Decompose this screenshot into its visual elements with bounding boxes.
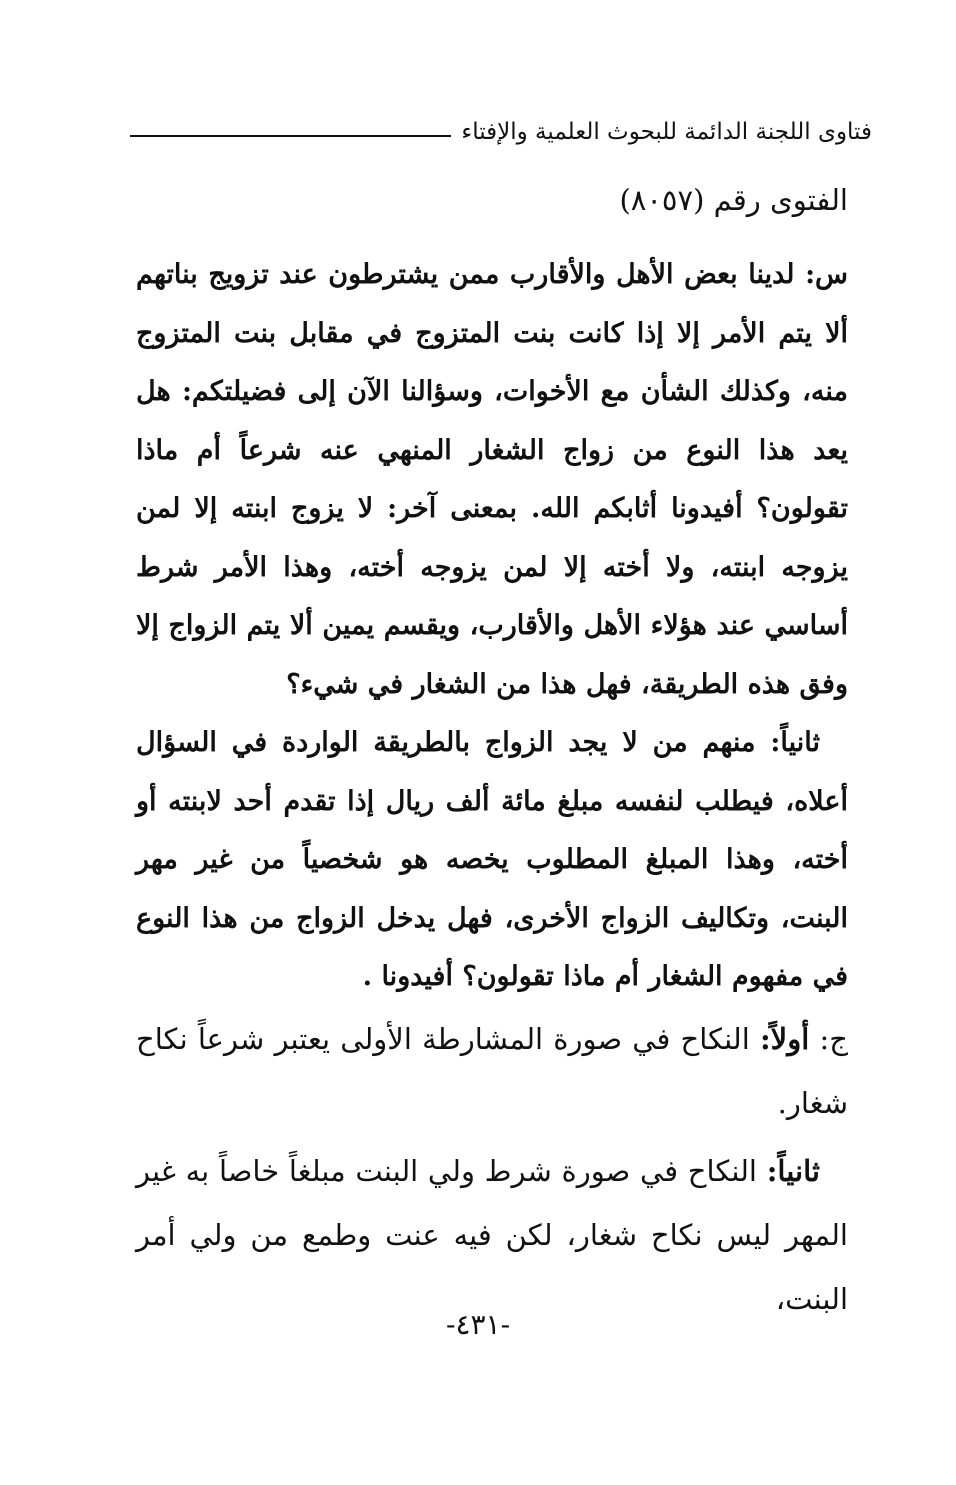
header-rule [130, 135, 451, 137]
answer-paragraph-2 [136, 1139, 848, 1331]
body-text [136, 246, 848, 1331]
question-paragraph-1: س: لدينا بعض الأهل والأقارب ممن يشترطون عند تزويج بناتهم ألا يتم الأمر إلا إذا كانت بنت المتزوج في مقابل بنت المتزوج منه، وكذلك الشأن مع الأخوات، وسؤالنا الآن إلى فضيلتكم: هل يعد هذا النوع من زواج الشغار المنهي عنه شرعاً أم ماذا تقولون؟ أفيدونا أثابكم الله. بمعنى آخر: لا يزوج ابنته إلا لمن يزوجه ابنته، ولا أخته إلا لمن يزوجه أخته، وهذا الأمر شرط أساسي عند هؤلاء الأهل والأقارب، ويقسم يمين ألا يتم الزواج إلا وفق هذه الطريقة، فهل هذا من الشغار في شيء؟ [136, 259, 848, 700]
answer-first-lead: أولاً: [759, 1021, 810, 1056]
fatwa-number: الفتوى رقم (٨٠٥٧) [619, 183, 848, 217]
question-paragraph-2: ثانياً: منهم من لا يجد الزواج بالطريقة الواردة في السؤال أعلاه، فيطلب لنفسه مبلغ مائة ألف ريال إذا تقدم أحد لابنته أو أخته، وهذا المبلغ المطلوب يخصه هو شخصياً من غير مهر البنت، وتكاليف الزواج الأخرى، فهل يدخل الزواج من هذا النوع في مفهوم الشغار أم ماذا تقولون؟ أفيدونا . [136, 727, 848, 992]
answer-prefix: ج: [809, 1021, 848, 1056]
answer-second-lead: ثانياً: [766, 1153, 820, 1188]
answer-first-text: النكاح في صورة المشارطة الأولى يعتبر شرعاً نكاح شغار. [136, 1021, 848, 1120]
header-title: فتاوى اللجنة الدائمة للبحوث العلمية والإفتاء [461, 119, 872, 145]
answer-paragraph-1 [136, 1007, 848, 1135]
running-header [130, 112, 872, 152]
page-number: -٤٣١- [445, 1308, 511, 1341]
answer-second-text: النكاح في صورة شرط ولي البنت مبلغاً خاصاً به غير المهر ليس نكاح شغار، لكن فيه عنت وطمع من ولي أمر البنت، [136, 1153, 848, 1316]
